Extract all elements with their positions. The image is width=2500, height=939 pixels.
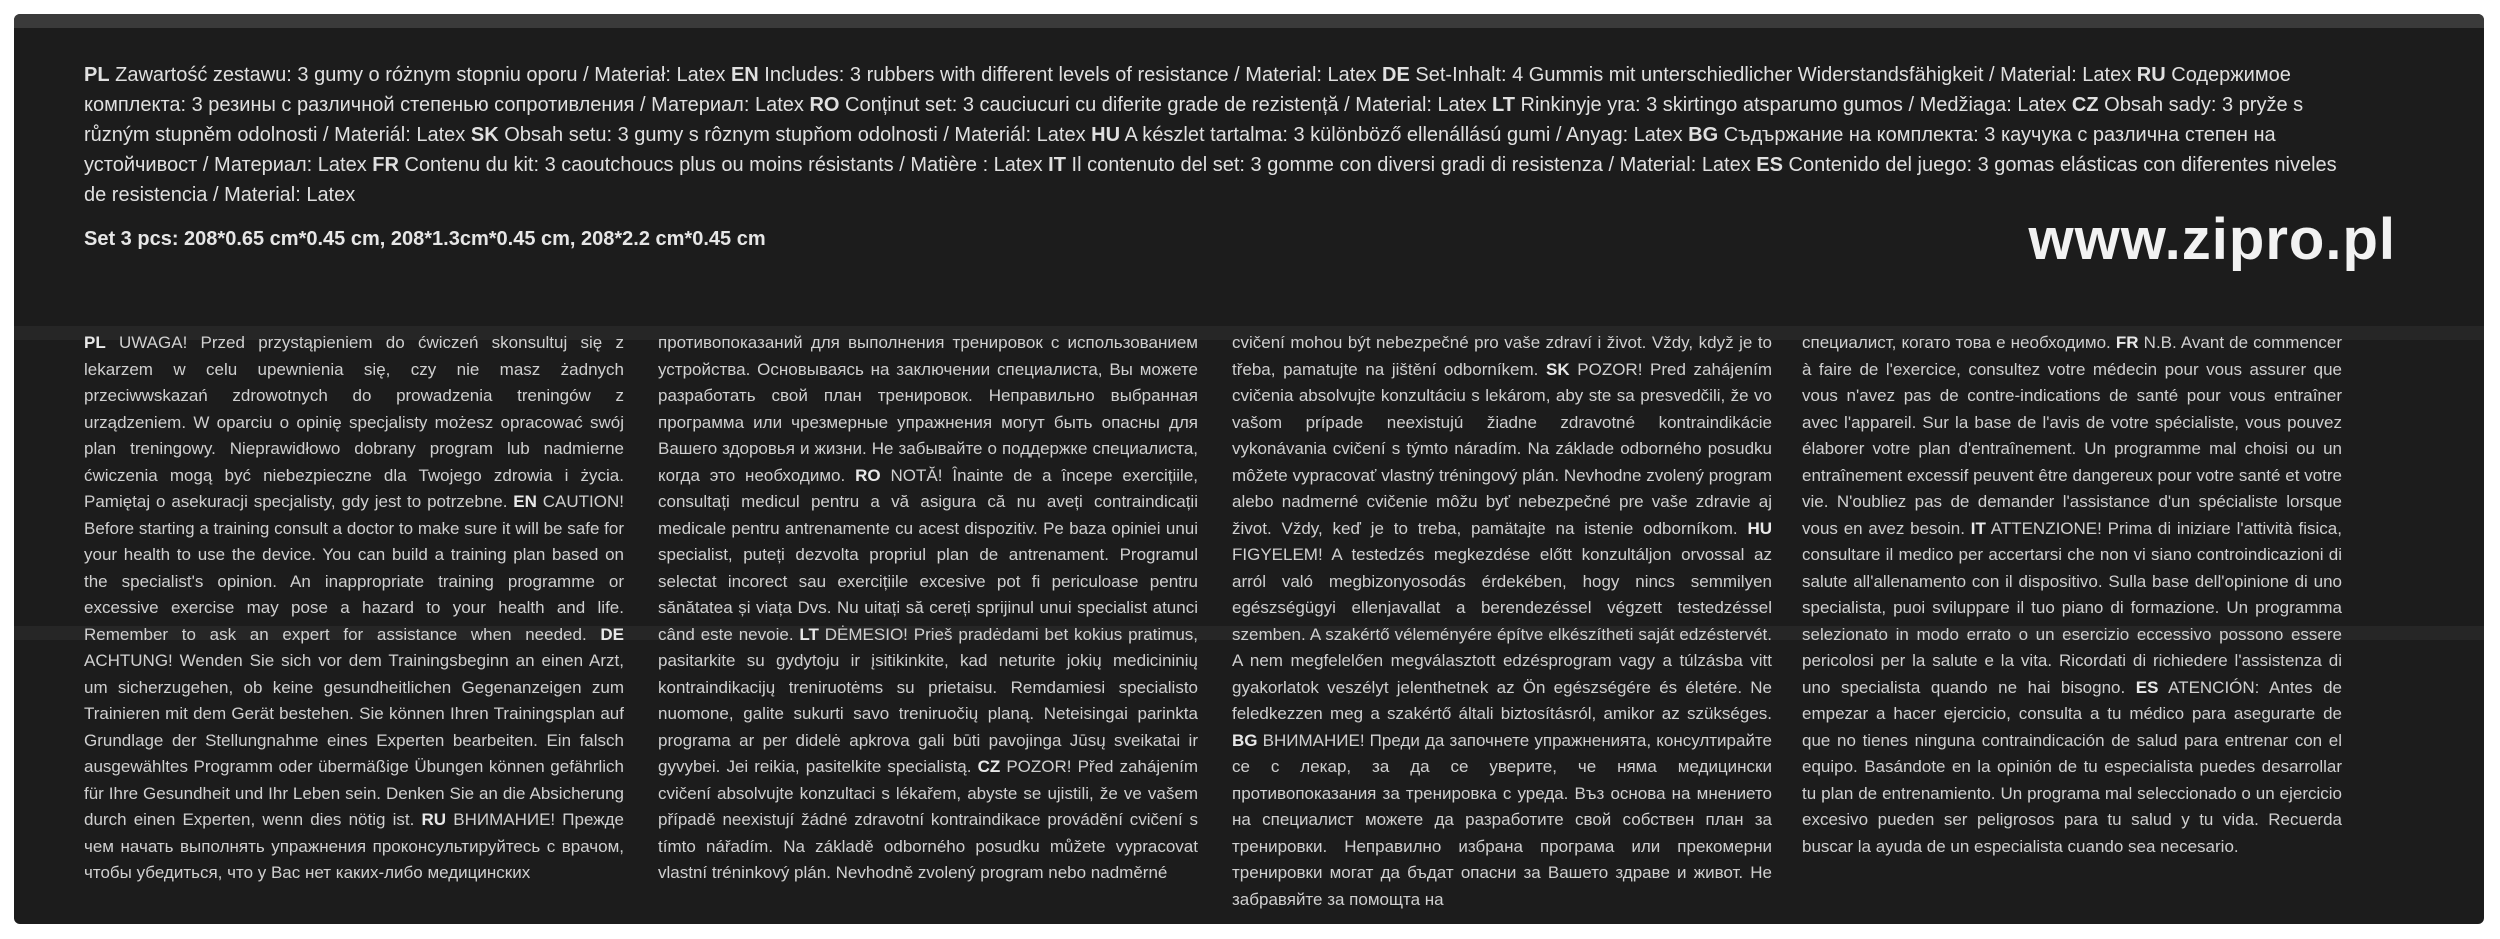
- language-text: cvičení mohou být nebezpečné pro vaše zdraví i život. Vždy, když je to třeba, pamatujte na jištění odborníkem.: [1232, 333, 1772, 379]
- language-code: PL: [84, 64, 110, 86]
- language-text: POZOR! Pred zahájením cvičenia absolvujte konzultáciu s lekárom, aby ste sa presvedčili, že vo vašom prípade neexistujú žiadne zdravotné kontraindikácie vykonávania cvičení s týmto náradím. Na základe odborného posudku môžete vypracovať vlastný tréningový plán. Nevhodne zvolený program alebo nadmerné cvičenie môžu byť nebezpečné pre vaše zdravie aj život. Vždy, keď je to treba, pamätajte na istenie odborníkom.: [1232, 359, 1772, 538]
- language-code: DE: [1382, 64, 1410, 86]
- language-code: LT: [799, 624, 819, 644]
- language-text: FIGYELEM! A testedzés megkezdése előtt konzultáljon orvossal az arról való megbizonyosodás érdekében, hogy nincs semmilyen egészségügyi ellenjavallat a berendezéssel végzett testedzéssel szemben. A szakértő véleményére építve elkészítheti saját edzéstervét. A nem megfelelően megválasztott edzésprogram vagy a túlzásba vitt gyakorlatok veszélyt jelenthetnek az Ön egészségére és életére. Ne feledkezzen meg a szakértő általi biztosításról, amikor az szükséges.: [1232, 545, 1772, 723]
- language-code: SK: [470, 124, 499, 146]
- set-dimensions-line: Set 3 pcs: 208*0.65 cm*0.45 cm, 208*1.3cm*0.45 cm, 208*2.2 cm*0.45 cm: [84, 228, 766, 250]
- language-text: ATENCIÓN: Antes de empezar a hacer ejercicio, consulta a tu médico para asegurarte de que no tienes ninguna contraindicación de salud para entrenar con el equipo. Basándote en la opinión de tu especialista puedes desarrollar tu plan de entrenamiento. Un programa mal seleccionado o un ejercicio excesivo pueden ser peligrosos para tu salud y tu vida. Recuerda buscar la ayuda de un especialista cuando sea necesario.: [1802, 677, 2342, 856]
- language-code: LT: [1492, 94, 1515, 116]
- language-code: ES: [2135, 677, 2159, 697]
- language-text: Contenido del juego: 3 gomas elásticas con diferentes niveles de resistencia / Material: Latex: [84, 154, 2337, 206]
- language-code: FR: [372, 154, 399, 176]
- language-code: IT: [1048, 154, 1066, 176]
- language-text: Contenu du kit: 3 caoutchoucs plus ou moins résistants / Matière : Latex: [398, 154, 1049, 176]
- language-text: Zawartość zestawu: 3 gumy o różnym stopniu oporu / Materiał: Latex: [109, 64, 731, 86]
- language-code: EN: [513, 492, 537, 511]
- language-text: Obsah setu: 3 gumy s rôznym stupňom odolnosti / Materiál: Latex: [498, 124, 1092, 146]
- warning-column-3: [1232, 330, 1772, 910]
- website-url: www.zipro.pl: [2028, 207, 2396, 272]
- language-code: DE: [600, 624, 624, 644]
- language-text: Il contenuto del set: 3 gomme con diversi gradi di resistenza / Material: Latex: [1065, 154, 1757, 176]
- language-text: ACHTUNG! Wenden Sie sich vor dem Trainingsbeginn an einen Arzt, um sicherzugehen, ob keine gesundheitlichen Gegenanzeigen zum Trainieren mit dem Gerät bestehen. Sie können Ihren Trainingsplan auf Grundlage der Stellungnahme eines Experten bearbeiten. Ein falsch ausgewähltes Programm oder übermäßige Übungen können gefährlich für Ihre Gesundheit und Ihr Leben sein. Denken Sie an die Absicherung durch einen Experten, wenn dies nötig ist.: [84, 651, 624, 829]
- language-code: RO: [809, 94, 840, 116]
- language-text: противопоказаний для выполнения тренировок с использованием устройства. Основываясь на заключении специалиста, Вы можете разработать свой план тренировок. Неправильно выбранная программа или чрезмерные упражнения могут быть опасны для Вашего здоровья и жизни. Не забывайте о поддержке специалиста, когда это необходимо.: [658, 333, 1198, 485]
- language-code: PL: [84, 333, 106, 352]
- language-code: IT: [1970, 518, 1986, 538]
- language-text: N.B. Avant de commencer à faire de l'exercice, consultez votre médecin pour vous assurer que vous n'avez pas de contre-indications de santé pour vous entraîner avec l'appareil. Sur la base de l'avis de votre spécialiste, vous pouvez élaborer votre plan d'entraînement. Un programme mal choisi ou un entraînement excessif peuvent être dangereux pour votre santé et votre vie. N'oubliez pas de demander l'assistance d'un spécialiste lorsque vous en avez besoin.: [1802, 333, 2342, 538]
- language-code: RU: [421, 810, 447, 829]
- language-text: A készlet tartalma: 3 különböző ellenállású gumi / Anyag: Latex: [1120, 124, 1689, 146]
- warning-column-1: [84, 330, 624, 910]
- language-code: CZ: [2071, 94, 2099, 116]
- language-text: Conținut set: 3 cauciucuri cu diferite grade de rezistență / Material: Latex: [839, 94, 1493, 116]
- language-text: UWAGA! Przed przystąpieniem do ćwiczeń skonsultuj się z lekarzem w celu upewnienia się, czy nie masz żadnych przeciwwskazań zdrowotnych do prowadzenia treningów z urządzeniem. W oparciu o opinię specjalisty możesz opracować swój plan treningowy. Nieprawidłowo dobrany program lub nadmierne ćwiczenia mogą być niebezpieczne dla Twojego zdrowia i życia. Pamiętaj o asekuracji specjalisty, gdy jest to potrzebne.: [84, 333, 624, 511]
- language-text: CAUTION! Before starting a training consult a doctor to make sure it will be safe for your health to use the device. You can build a training plan based on the specialist's opinion. An inappropriate training programme or excessive exercise may pose a hazard to your health and life. Remember to ask an expert for assistance when needed.: [84, 492, 624, 644]
- language-code: RO: [855, 465, 881, 485]
- language-text: Set-Inhalt: 4 Gummis mit unterschiedlicher Widerstandsfähigkeit / Material: Latex: [1409, 64, 2137, 86]
- language-text: Съдържание на комплекта: 3 каучука с различна степен на устойчивост / Материал: Latex: [84, 124, 2276, 176]
- language-text: Includes: 3 rubbers with different levels of resistance / Material: Latex: [758, 64, 1383, 86]
- language-text: ВНИМАНИЕ! Прежде чем начать выполнять упражнения проконсультируйтесь с врачом, чтобы убедиться, что у Вас нет каких-либо медицинских: [84, 810, 624, 882]
- language-text: DĖMESIO! Prieš pradėdami bet kokius pratimus, pasitarkite su gydytoju ir įsitikinkite, kad neturite jokių medicininių kontraindikacijų treniruotėms su prietaisu. Remdamiesi specialisto nuomone, galite sukurti savo treniruočių planą. Neteisingai parinkta programa ar per didelė apkrova gali būti pavojinga Jūsų sveikatai ir gyvybei. Jei reikia, pasitelkite specialistą.: [658, 624, 1198, 776]
- language-text: Obsah sady: 3 pryže s různým stupněm odolnosti / Materiál: Latex: [84, 94, 2304, 146]
- language-code: FR: [2115, 333, 2139, 352]
- set-contents-text: [84, 60, 2364, 210]
- language-code: BG: [1232, 730, 1258, 750]
- warning-column-2: [658, 330, 1198, 910]
- language-code: RU: [2136, 64, 2166, 86]
- language-text: Содержимое комплекта: 3 резины с различной степенью сопротивления / Материал: Latex: [84, 64, 2291, 116]
- language-text: специалист, когато това е необходимо.: [1802, 333, 2116, 352]
- language-text: Rinkinyje yra: 3 skirtingo atsparumo gumos / Medžiaga: Latex: [1514, 94, 2072, 116]
- language-code: HU: [1091, 124, 1121, 146]
- language-code: EN: [730, 64, 759, 86]
- language-text: ATTENZIONE! Prima di iniziare l'attività fisica, consultare il medico per accertarsi che non vi siano controindicazioni di salute all'allenamento con il dispositivo. Sulla base dell'opinione di uno specialista, puoi sviluppare il tuo piano di formazione. Un programma selezionato in modo errato o un esercizio eccessivo possono essere pericolosi per la salute e la vita. Ricordati di richiedere l'assistenza di uno specialista quando ne hai bisogno.: [1802, 518, 2342, 697]
- language-text: ВНИМАНИЕ! Преди да започнете упражненията, консултирайте се с лекар, за да се уверите, че няма медицински противопоказания за тренировка с уреда. Въз основа на мнението на специалист можете да разработите свой собствен план за тренировки. Неправилно избрана програма или прекомерни тренировки могат да бъдат опасни за Вашето здраве и живот. Не забравяйте за помощта на: [1232, 730, 1772, 909]
- language-text: NOTĂ! Înainte de a începe exercițiile, consultați medicul pentru a vă asigura că nu aveți contraindicații medicale pentru antrenamente cu acest dispozitiv. Pe baza opiniei unui specialist, puteți dezvolta propriul plan de antrenament. Programul selectat incorect sau exercițiile excesive pot fi periculoase pentru sănătatea și viața Dvs. Nu uitați să cereți sprijinul unui specialist atunci când este nevoie.: [658, 465, 1198, 644]
- language-code: CZ: [977, 757, 1001, 776]
- language-code: ES: [1756, 154, 1783, 176]
- language-code: HU: [1747, 518, 1772, 538]
- box-top-edge: [14, 14, 2484, 28]
- language-code: BG: [1688, 124, 1719, 146]
- language-code: SK: [1546, 359, 1570, 379]
- warning-column-4: [1802, 330, 2342, 910]
- language-text: POZOR! Před zahájením cvičení absolvujte konzultaci s lékařem, abyste se ujistili, že ve vašem případě neexistují žádné zdravotní kontraindikace provádění cvičení s tímto nářadím. Na základě odborného posudku můžete vypracovat vlastní tréninkový plán. Nevhodně zvolený program nebo nadměrné: [658, 757, 1198, 882]
